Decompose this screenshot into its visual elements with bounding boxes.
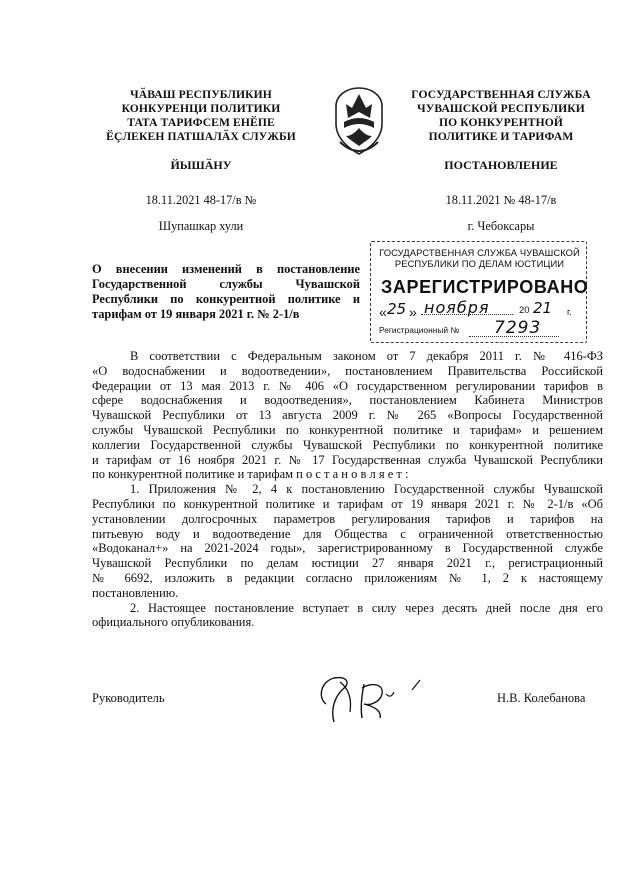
stamp-status: ЗАРЕГИСТРИРОВАНО [381,277,589,297]
body-line: установлении долгосрочных параметров регулирования тарифов и тарифов на [92,511,603,526]
subject-line: тарифам от 19 января 2021 г. № 2-1/в [92,307,300,321]
body-line: «О водоснабжении и водоотведении», постановлением Правительства Российской [92,363,603,378]
stamp-year-prefix: 20 [519,305,530,316]
body-line: и тарифам от 16 ноября 2021 г. № 17 Государственная служба Чувашской Республики [92,452,603,467]
body-line: коллегии Государственной службы Чувашской Республики по конкурентной политике [92,437,603,452]
header-line: ЧӐВАШ РЕСПУБЛИКИН [130,88,272,101]
stamp-year-suffix: г. [567,307,572,317]
subject-line: О внесении изменений в постановление [92,262,360,276]
place-chuvash: Шупашкар хули [158,219,244,233]
document-subject [92,262,360,322]
body-line: «Водоканал+» на 2021-2024 годы», зарегистрированному в Государственной службе [92,541,603,556]
body-line: питьевую воду и водоотведение для Общества с ограниченной ответственностью [92,526,603,541]
doc-type-chuvash: ЙЫШӐНУ [170,158,232,172]
stamp-year: 21 [533,299,553,317]
doc-type-russian: ПОСТАНОВЛЕНИЕ [444,158,558,172]
stamp-org-line: РЕСПУБЛИКИ ПО ДЕЛАМ ЮСТИЦИИ [394,258,565,269]
body-line: 1. Приложения № 2, 4 к постановлению Государственной службы Чувашской [130,482,603,497]
body-line: Республики по конкурентной политике и тарифам от 19 января 2021 г. № 2-1/в «Об [92,496,603,511]
header-line: КОНКУРЕНЦИ ПОЛИТИКИ [121,102,281,115]
body-line: по конкурентной политике и тарифам п о с т а н о в л я е т : [92,467,409,482]
header-line: ӖҪЛЕКЕН ПАТШАЛӐХ СЛУЖБИ [106,130,296,143]
subject-line: Республики по конкурентной политике и [92,292,360,306]
registration-stamp [370,241,587,343]
body-line: В соответствии с Федеральным законом от 7 декабря 2011 г. № 416-ФЗ [130,349,603,363]
subject-line: Государственной службы Чувашской [92,277,360,291]
header-line: ПО КОНКУРЕНТНОЙ [439,116,563,129]
stamp-reg-number: 7293 [494,318,542,338]
paragraph-item-2 [92,601,603,631]
stamp-org-line: ГОСУДАРСТВЕННАЯ СЛУЖБА ЧУВАШСКОЙ [379,247,580,258]
header-russian-org [391,88,611,144]
body-line: Чувашской Республики от 13 августа 2009 г. № 265 «Вопросы Государственной [92,408,603,423]
stamp-date [379,298,579,320]
place-russian: г. Чебоксары [467,219,535,233]
body-line: Чувашской Республики по делам юстиции 27 января 2021 г., регистрационный [92,556,603,571]
coat-of-arms-icon [326,84,392,158]
stamp-day: 25 [387,300,407,318]
header-chuvash-org [86,88,316,144]
header-line: ЧУВАШСКОЙ РЕСПУБЛИКИ [417,102,585,115]
body-line: службы Чувашской Республики по конкурентной политике и тарифам» и решением [92,422,603,437]
paragraph-preamble [92,349,603,482]
header-line: ТАТА ТАРИФСЕМ ЕНӖПЕ [127,116,275,129]
handwritten-signature [312,668,442,728]
doc-date-number-russian: 18.11.2021 № 48-17/в [445,193,557,207]
body-line: официального опубликования. [92,615,255,630]
signatory-title: Руководитель [92,691,165,705]
body-line: 2. Настоящее постановление вступает в силу через десять дней после дня его [130,600,603,615]
header-line: ГОСУДАРСТВЕННАЯ СЛУЖБА [411,88,591,101]
stamp-month: ноября [424,298,490,317]
body-line: постановлению. [92,585,179,600]
stamp-quote-close: » [409,304,417,320]
stamp-reg-label: Регистрационный № [379,325,460,335]
document-body [92,349,603,630]
stamp-quote-open: « [379,304,387,320]
paragraph-item-1 [92,482,603,600]
body-line: сфере водоснабжения и водоотведения», постановлением Кабинета Министров [92,393,603,408]
body-line: № 6692, изложить в редакции согласно приложениям № 1, 2 к настоящему [92,570,603,585]
body-line: Федерации от 13 мая 2013 г. № 406 «О государственном регулировании тарифов в [92,378,603,393]
stamp-organization [377,247,582,269]
doc-date-number-chuvash: 18.11.2021 48-17/в № [145,193,257,207]
header-line: ПОЛИТИКЕ И ТАРИФАМ [428,130,574,143]
signatory-name: Н.В. Колебанова [497,691,586,705]
